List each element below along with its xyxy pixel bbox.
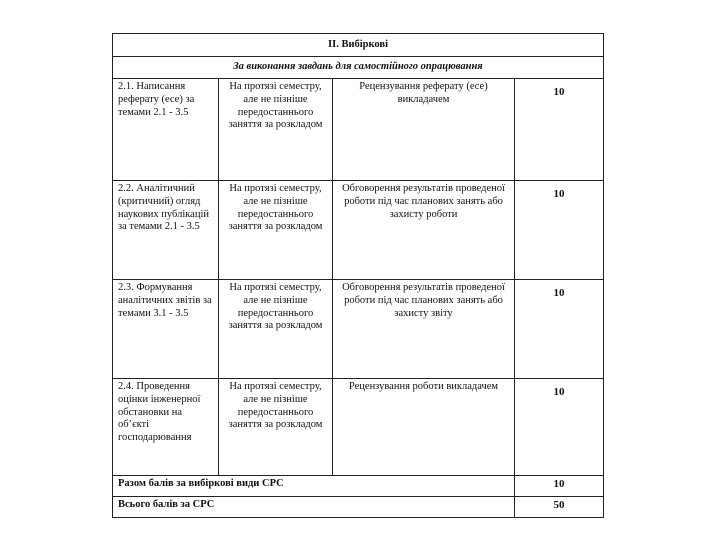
section-title: ІІ. Вибіркові	[113, 34, 604, 57]
task-cell: 2.1. Написання реферату (есе) за темами 2.1 - 3.5	[113, 79, 219, 181]
section-subheader: За виконання завдань для самостійного опрацювання	[113, 57, 604, 79]
control-form-cell: Обговорення результатів проведеної роботи під час планових занять або захисту роботи	[333, 181, 515, 280]
points-cell: 10	[515, 181, 604, 280]
subheader-row	[113, 57, 604, 79]
control-form-cell: Рецензування роботи викладачем	[333, 379, 515, 476]
term-cell: На протязі семестру, але не пізніше передостаннього заняття за розкладом	[219, 379, 333, 476]
term-cell: На протязі семестру, але не пізніше передостаннього заняття за розкладом	[219, 280, 333, 379]
table-row	[113, 181, 604, 280]
section-title-row	[113, 34, 604, 57]
subtotal-label: Разом балів за вибіркові види СРС	[113, 476, 515, 497]
term-cell: На протязі семестру, але не пізніше передостаннього заняття за розкладом	[219, 79, 333, 181]
term-cell: На протязі семестру, але не пізніше передостаннього заняття за розкладом	[219, 181, 333, 280]
total-points: 50	[515, 497, 604, 518]
table-row	[113, 79, 604, 181]
srs-table	[112, 33, 604, 518]
points-cell: 10	[515, 280, 604, 379]
subtotal-points: 10	[515, 476, 604, 497]
task-cell: 2.2. Аналітичний (критичний) огляд наукових публікацій за темами 2.1 - 3.5	[113, 181, 219, 280]
points-cell: 10	[515, 79, 604, 181]
points-cell: 10	[515, 379, 604, 476]
task-cell: 2.3. Формування аналітичних звітів за темами 3.1 - 3.5	[113, 280, 219, 379]
subtotal-row	[113, 476, 604, 497]
table-row	[113, 280, 604, 379]
control-form-cell: Рецензування реферату (есе) викладачем	[333, 79, 515, 181]
total-row	[113, 497, 604, 518]
task-cell: 2.4. Проведення оцінки інженерної обстановки на об’єкті господарювання	[113, 379, 219, 476]
control-form-cell: Обговорення результатів проведеної роботи під час планових занять або захисту звіту	[333, 280, 515, 379]
table-row	[113, 379, 604, 476]
total-label: Всього балів за СРС	[113, 497, 515, 518]
